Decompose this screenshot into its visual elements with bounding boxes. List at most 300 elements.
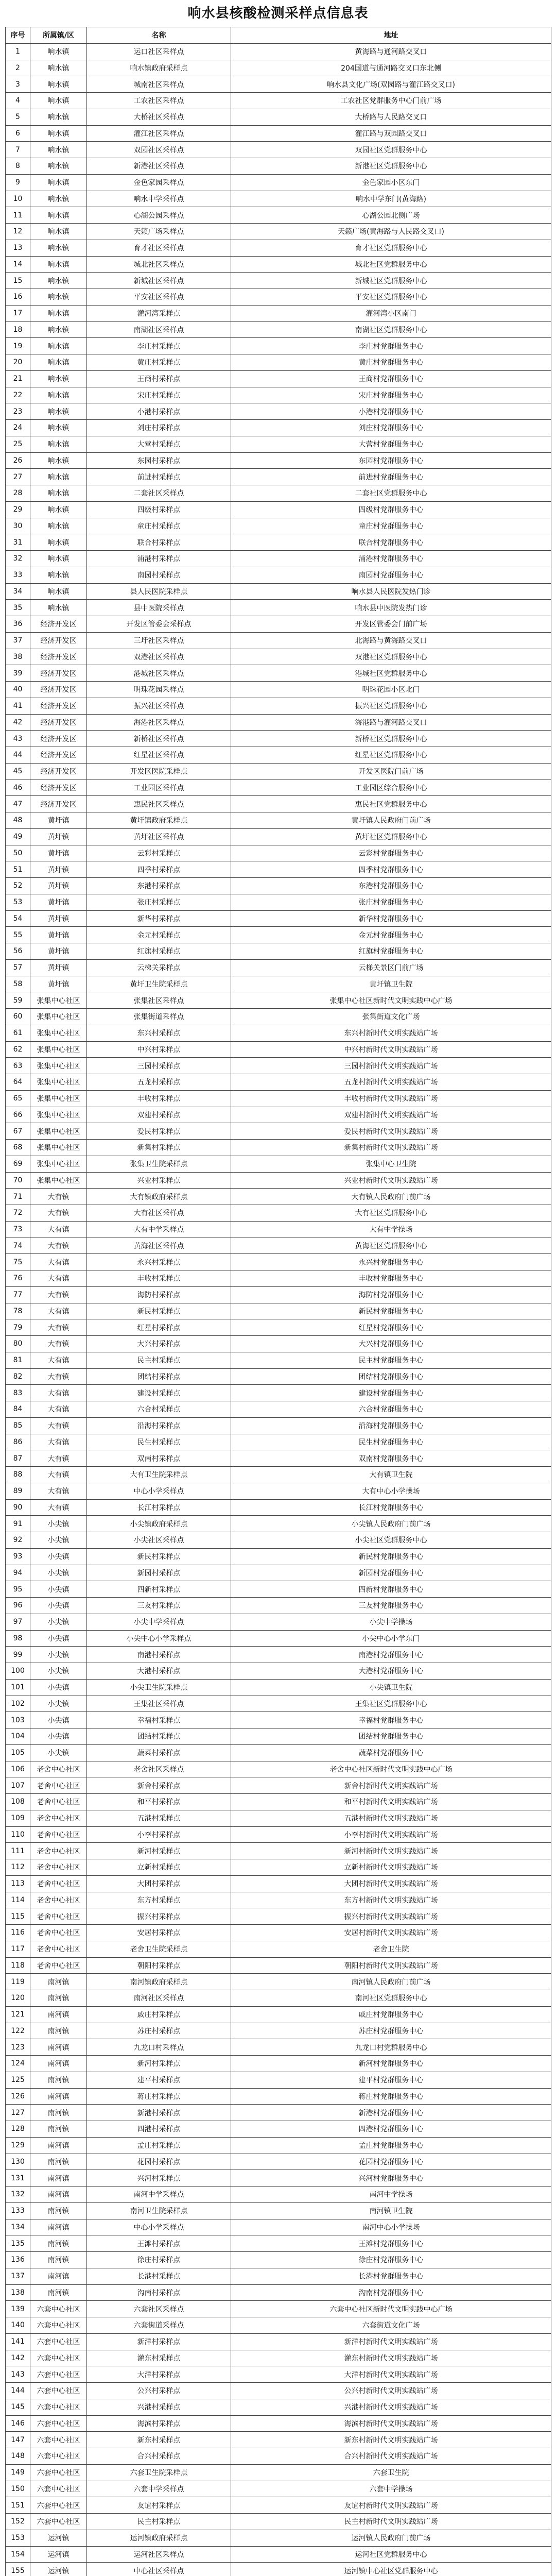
cell-site-name: 天籁广场采样点	[87, 224, 231, 240]
table-row	[6, 1761, 551, 1778]
cell-town: 响水镇	[30, 60, 87, 77]
cell-index: 93	[6, 1549, 30, 1565]
cell-town: 响水镇	[30, 420, 87, 436]
cell-address: 大有中学操场	[231, 1222, 551, 1238]
table-row	[6, 764, 551, 780]
cell-town: 张集中心社区	[30, 1123, 87, 1140]
table-row	[6, 1173, 551, 1189]
cell-town: 小尖镇	[30, 1549, 87, 1565]
cell-site-name: 新河村采样点	[87, 2056, 231, 2072]
cell-site-name: 王集社区采样点	[87, 1696, 231, 1713]
table-row	[6, 2072, 551, 2089]
cell-town: 黄圩镇	[30, 943, 87, 960]
cell-address: 丰收村新时代文明实践站广场	[231, 1091, 551, 1107]
cell-site-name: 蔬菜村采样点	[87, 1745, 231, 1761]
table-row	[6, 1631, 551, 1647]
cell-address: 小尖镇卫生院	[231, 1680, 551, 1696]
cell-address: 振兴村新时代文明实践站广场	[231, 1908, 551, 1925]
table-row	[6, 1303, 551, 1320]
cell-town: 大有镇	[30, 1303, 87, 1320]
cell-address: 东方村新时代文明实践站广场	[231, 1892, 551, 1909]
cell-index: 8	[6, 158, 30, 175]
table-row	[6, 960, 551, 976]
cell-index: 107	[6, 1777, 30, 1794]
cell-address: 老舍卫生院	[231, 1941, 551, 1958]
header-site-name: 名称	[87, 27, 231, 44]
cell-address: 新河村新时代文明实践站广场	[231, 1843, 551, 1859]
cell-index: 55	[6, 927, 30, 943]
cell-index: 52	[6, 878, 30, 894]
table-row	[6, 584, 551, 600]
cell-address: 六套中学操场	[231, 2481, 551, 2498]
cell-town: 六套中心社区	[30, 2481, 87, 2498]
table-row	[6, 338, 551, 354]
cell-index: 13	[6, 240, 30, 257]
cell-index: 88	[6, 1467, 30, 1483]
cell-index: 23	[6, 403, 30, 420]
cell-town: 响水镇	[30, 158, 87, 175]
cell-site-name: 兴港村采样点	[87, 2399, 231, 2416]
cell-address: 响水县人民医院发热门诊	[231, 584, 551, 600]
table-row	[6, 126, 551, 142]
table-row	[6, 861, 551, 878]
cell-town: 南河镇	[30, 2121, 87, 2138]
cell-site-name: 王滩村采样点	[87, 2235, 231, 2252]
cell-index: 43	[6, 731, 30, 747]
table-row	[6, 453, 551, 469]
cell-site-name: 四新村采样点	[87, 1581, 231, 1598]
cell-address: 新城社区党群服务中心	[231, 273, 551, 289]
cell-address: 四级村党群服务中心	[231, 502, 551, 518]
cell-site-name: 安居村采样点	[87, 1925, 231, 1941]
table-row	[6, 1794, 551, 1810]
cell-town: 响水镇	[30, 44, 87, 60]
cell-town: 六套中心社区	[30, 2334, 87, 2350]
cell-index: 120	[6, 1990, 30, 2007]
cell-town: 六套中心社区	[30, 2301, 87, 2317]
cell-index: 97	[6, 1614, 30, 1631]
cell-index: 2	[6, 60, 30, 77]
table-row	[6, 2268, 551, 2285]
table-row	[6, 273, 551, 289]
cell-index: 59	[6, 992, 30, 1009]
cell-site-name: 运口社区采样点	[87, 44, 231, 60]
cell-site-name: 合兴村采样点	[87, 2448, 231, 2465]
cell-town: 大有镇	[30, 1254, 87, 1270]
cell-address: 平安社区党群服务中心	[231, 289, 551, 306]
cell-index: 98	[6, 1631, 30, 1647]
cell-site-name: 南河中学采样点	[87, 2187, 231, 2203]
table-row	[6, 2121, 551, 2138]
cell-index: 71	[6, 1189, 30, 1205]
cell-index: 46	[6, 780, 30, 796]
cell-index: 67	[6, 1123, 30, 1140]
cell-town: 六套中心社区	[30, 2350, 87, 2367]
cell-town: 南河镇	[30, 2089, 87, 2105]
cell-address: 响水中学东门(黄海路)	[231, 191, 551, 208]
cell-town: 老舍中心社区	[30, 1876, 87, 1892]
cell-index: 40	[6, 682, 30, 698]
cell-site-name: 灌河湾采样点	[87, 306, 231, 322]
cell-site-name: 五港村采样点	[87, 1810, 231, 1827]
cell-address: 东港村党群服务中心	[231, 878, 551, 894]
cell-index: 105	[6, 1745, 30, 1761]
cell-address: 三友村党群服务中心	[231, 1598, 551, 1614]
table-row	[6, 698, 551, 715]
table-row	[6, 371, 551, 387]
cell-site-name: 长港村采样点	[87, 2268, 231, 2285]
table-row	[6, 158, 551, 175]
cell-address: 新集村新时代文明实践站广场	[231, 1140, 551, 1156]
cell-index: 84	[6, 1401, 30, 1418]
cell-site-name: 永兴村采样点	[87, 1254, 231, 1270]
cell-address: 响水县中医院发热门诊	[231, 600, 551, 616]
cell-index: 18	[6, 322, 30, 338]
cell-index: 66	[6, 1107, 30, 1124]
table-row	[6, 2334, 551, 2350]
cell-index: 153	[6, 2530, 30, 2547]
cell-site-name: 三园村采样点	[87, 1058, 231, 1074]
cell-site-name: 工业园区采样点	[87, 780, 231, 796]
table-row	[6, 1859, 551, 1876]
table-row	[6, 289, 551, 306]
table-row	[6, 1025, 551, 1042]
cell-site-name: 金元村采样点	[87, 927, 231, 943]
cell-address: 刘庄村党群服务中心	[231, 420, 551, 436]
cell-town: 南河镇	[30, 2203, 87, 2219]
cell-town: 南河镇	[30, 2007, 87, 2023]
cell-town: 六套中心社区	[30, 2448, 87, 2465]
cell-address: 大营村党群服务中心	[231, 436, 551, 453]
cell-town: 响水镇	[30, 403, 87, 420]
cell-index: 150	[6, 2481, 30, 2498]
cell-index: 12	[6, 224, 30, 240]
table-row	[6, 354, 551, 371]
cell-index: 112	[6, 1859, 30, 1876]
cell-town: 小尖镇	[30, 1631, 87, 1647]
cell-index: 57	[6, 960, 30, 976]
cell-site-name: 南湖社区采样点	[87, 322, 231, 338]
cell-town: 黄圩镇	[30, 911, 87, 927]
cell-site-name: 沟南村采样点	[87, 2285, 231, 2301]
cell-index: 27	[6, 469, 30, 485]
cell-town: 响水镇	[30, 191, 87, 208]
cell-index: 32	[6, 551, 30, 567]
cell-site-name: 民主村采样点	[87, 2514, 231, 2530]
cell-index: 19	[6, 338, 30, 354]
cell-index: 79	[6, 1319, 30, 1336]
cell-address: 双园社区党群服务中心	[231, 142, 551, 158]
cell-address: 新舍村新时代文明实践站广场	[231, 1777, 551, 1794]
cell-address: 小尖中学操场	[231, 1614, 551, 1631]
cell-site-name: 大兴村采样点	[87, 1336, 231, 1352]
cell-address: 育才社区党群服务中心	[231, 240, 551, 257]
cell-address: 苏庄村党群服务中心	[231, 2023, 551, 2040]
table-row	[6, 1958, 551, 1974]
cell-address: 蔬菜村党群服务中心	[231, 1745, 551, 1761]
cell-address: 双港社区党群服务中心	[231, 649, 551, 666]
cell-index: 62	[6, 1042, 30, 1058]
cell-town: 六套中心社区	[30, 2465, 87, 2481]
cell-address: 新河村党群服务中心	[231, 2056, 551, 2072]
cell-site-name: 工农社区采样点	[87, 93, 231, 109]
cell-town: 老舍中心社区	[30, 1859, 87, 1876]
cell-index: 20	[6, 354, 30, 371]
cell-index: 24	[6, 420, 30, 436]
cell-address: 徐庄村党群服务中心	[231, 2252, 551, 2268]
cell-address: 灌河湾小区南门	[231, 306, 551, 322]
table-row	[6, 1156, 551, 1173]
cell-index: 54	[6, 911, 30, 927]
cell-town: 六套中心社区	[30, 2416, 87, 2432]
cell-site-name: 大有卫生院采样点	[87, 1467, 231, 1483]
cell-site-name: 中心小学采样点	[87, 1483, 231, 1500]
cell-index: 29	[6, 502, 30, 518]
cell-town: 大有镇	[30, 1319, 87, 1336]
cell-town: 经济开发区	[30, 698, 87, 715]
cell-town: 经济开发区	[30, 764, 87, 780]
cell-town: 响水镇	[30, 453, 87, 469]
cell-address: 建平村党群服务中心	[231, 2072, 551, 2089]
cell-address: 王商村党群服务中心	[231, 371, 551, 387]
cell-index: 37	[6, 633, 30, 649]
cell-address: 六套街道文化广场	[231, 2317, 551, 2334]
cell-site-name: 县人民医院采样点	[87, 584, 231, 600]
cell-address: 灌江路与双园路交叉口	[231, 126, 551, 142]
cell-index: 149	[6, 2465, 30, 2481]
cell-town: 小尖镇	[30, 1663, 87, 1680]
cell-site-name: 小尖社区采样点	[87, 1532, 231, 1549]
cell-index: 110	[6, 1827, 30, 1843]
table-row	[6, 1205, 551, 1222]
cell-address: 南园村党群服务中心	[231, 567, 551, 584]
table-row	[6, 2105, 551, 2121]
cell-site-name: 海防村采样点	[87, 1287, 231, 1303]
table-row	[6, 2039, 551, 2056]
cell-address: 黄圩镇人民政府门前广场	[231, 812, 551, 829]
table-row	[6, 1614, 551, 1631]
cell-index: 51	[6, 861, 30, 878]
cell-site-name: 明珠花园采样点	[87, 682, 231, 698]
cell-index: 68	[6, 1140, 30, 1156]
cell-town: 大有镇	[30, 1238, 87, 1255]
cell-site-name: 四季村采样点	[87, 861, 231, 878]
cell-town: 南河镇	[30, 2187, 87, 2203]
cell-town: 小尖镇	[30, 1598, 87, 1614]
cell-town: 响水镇	[30, 109, 87, 126]
table-row	[6, 1385, 551, 1401]
table-row	[6, 93, 551, 109]
cell-index: 133	[6, 2203, 30, 2219]
cell-town: 张集中心社区	[30, 1156, 87, 1173]
cell-index: 151	[6, 2497, 30, 2514]
cell-site-name: 南园村采样点	[87, 567, 231, 584]
cell-town: 六套中心社区	[30, 2317, 87, 2334]
table-row	[6, 1516, 551, 1532]
cell-index: 25	[6, 436, 30, 453]
cell-site-name: 县中医院采样点	[87, 600, 231, 616]
cell-index: 127	[6, 2105, 30, 2121]
cell-town: 大有镇	[30, 1401, 87, 1418]
cell-site-name: 新华村采样点	[87, 911, 231, 927]
cell-town: 响水镇	[30, 485, 87, 502]
cell-address: 黄海路与通河路交叉口	[231, 44, 551, 60]
cell-index: 155	[6, 2563, 30, 2576]
cell-site-name: 响水中学采样点	[87, 191, 231, 208]
table-row	[6, 1058, 551, 1074]
cell-town: 老舍中心社区	[30, 1777, 87, 1794]
cell-town: 老舍中心社区	[30, 1941, 87, 1958]
cell-index: 56	[6, 943, 30, 960]
cell-site-name: 平安社区采样点	[87, 289, 231, 306]
cell-town: 老舍中心社区	[30, 1892, 87, 1909]
cell-site-name: 新园村采样点	[87, 1565, 231, 1582]
table-row	[6, 502, 551, 518]
table-row	[6, 1581, 551, 1598]
cell-address: 黄圩社区党群服务中心	[231, 829, 551, 845]
table-row	[6, 2317, 551, 2334]
cell-address: 民生村党群服务中心	[231, 1434, 551, 1451]
cell-site-name: 黄海社区采样点	[87, 1238, 231, 1255]
cell-index: 36	[6, 616, 30, 633]
cell-site-name: 兴业村采样点	[87, 1173, 231, 1189]
cell-town: 大有镇	[30, 1270, 87, 1287]
cell-address: 大桥路与人民路交叉口	[231, 109, 551, 126]
cell-address: 南河镇卫生院	[231, 2203, 551, 2219]
cell-site-name: 双园社区采样点	[87, 142, 231, 158]
cell-site-name: 双建村采样点	[87, 1107, 231, 1124]
cell-index: 15	[6, 273, 30, 289]
cell-index: 116	[6, 1925, 30, 1941]
table-row	[6, 420, 551, 436]
cell-town: 经济开发区	[30, 649, 87, 666]
table-row	[6, 665, 551, 682]
cell-address: 童庄村党群服务中心	[231, 518, 551, 535]
table-row	[6, 485, 551, 502]
cell-town: 小尖镇	[30, 1516, 87, 1532]
table-row	[6, 175, 551, 191]
cell-town: 响水镇	[30, 371, 87, 387]
cell-site-name: 蒋庄村采样点	[87, 2089, 231, 2105]
cell-town: 经济开发区	[30, 616, 87, 633]
cell-address: 双南村党群服务中心	[231, 1450, 551, 1467]
cell-site-name: 育才社区采样点	[87, 240, 231, 257]
table-row	[6, 240, 551, 257]
cell-index: 111	[6, 1843, 30, 1859]
cell-address: 响水县文化广场(双园路与灌江路交叉口)	[231, 76, 551, 93]
table-row	[6, 551, 551, 567]
cell-town: 南河镇	[30, 2285, 87, 2301]
table-row	[6, 142, 551, 158]
cell-site-name: 张集街道采样点	[87, 1009, 231, 1025]
cell-town: 小尖镇	[30, 1565, 87, 1582]
cell-town: 大有镇	[30, 1418, 87, 1434]
cell-index: 86	[6, 1434, 30, 1451]
table-row	[6, 878, 551, 894]
table-row	[6, 1369, 551, 1385]
cell-town: 张集中心社区	[30, 1042, 87, 1058]
cell-site-name: 黄圩社区采样点	[87, 829, 231, 845]
cell-town: 响水镇	[30, 257, 87, 273]
cell-index: 17	[6, 306, 30, 322]
cell-address: 黄圩镇卫生院	[231, 976, 551, 993]
cell-address: 王集社区党群服务中心	[231, 1696, 551, 1713]
table-row	[6, 1810, 551, 1827]
table-row	[6, 1712, 551, 1728]
cell-index: 6	[6, 126, 30, 142]
table-row	[6, 2465, 551, 2481]
cell-index: 129	[6, 2138, 30, 2154]
table-row	[6, 2530, 551, 2547]
cell-index: 122	[6, 2023, 30, 2040]
cell-address: 张集中心社区新时代文明实践中心广场	[231, 992, 551, 1009]
cell-site-name: 团结村采样点	[87, 1369, 231, 1385]
cell-address: 团结村党群服务中心	[231, 1369, 551, 1385]
cell-town: 经济开发区	[30, 633, 87, 649]
cell-index: 48	[6, 812, 30, 829]
cell-town: 老舍中心社区	[30, 1958, 87, 1974]
cell-site-name: 黄圩镇政府采样点	[87, 812, 231, 829]
header-address: 地址	[231, 27, 551, 44]
cell-index: 142	[6, 2350, 30, 2367]
cell-town: 黄圩镇	[30, 829, 87, 845]
table-row	[6, 1107, 551, 1124]
cell-site-name: 童庄村采样点	[87, 518, 231, 535]
cell-town: 响水镇	[30, 207, 87, 224]
cell-site-name: 新城社区采样点	[87, 273, 231, 289]
cell-site-name: 张集社区采样点	[87, 992, 231, 1009]
cell-address: 工农社区党群服务中心门前广场	[231, 93, 551, 109]
cell-site-name: 南港村采样点	[87, 1647, 231, 1663]
table-row	[6, 1319, 551, 1336]
table-row	[6, 1336, 551, 1352]
cell-site-name: 团结村采样点	[87, 1728, 231, 1745]
cell-address: 六套中心社区新时代文明实践中心广场	[231, 2301, 551, 2317]
cell-site-name: 红星社区采样点	[87, 747, 231, 764]
table-row	[6, 2399, 551, 2416]
cell-address: 振兴社区党群服务中心	[231, 698, 551, 715]
cell-address: 二套社区党群服务中心	[231, 485, 551, 502]
cell-index: 109	[6, 1810, 30, 1827]
cell-site-name: 红旗村采样点	[87, 943, 231, 960]
cell-address: 南河中心小学操场	[231, 2219, 551, 2236]
cell-town: 响水镇	[30, 338, 87, 354]
cell-site-name: 海滨村采样点	[87, 2416, 231, 2432]
cell-site-name: 新港社区采样点	[87, 158, 231, 175]
table-row	[6, 2481, 551, 2498]
table-row	[6, 796, 551, 812]
cell-site-name: 新民村采样点	[87, 1549, 231, 1565]
cell-site-name: 民主村采样点	[87, 1352, 231, 1369]
cell-town: 响水镇	[30, 518, 87, 535]
table-row	[6, 2187, 551, 2203]
cell-index: 16	[6, 289, 30, 306]
cell-town: 大有镇	[30, 1467, 87, 1483]
cell-address: 新洋村新时代文明实践站广场	[231, 2334, 551, 2350]
cell-town: 南河镇	[30, 2072, 87, 2089]
cell-town: 黄圩镇	[30, 812, 87, 829]
cell-index: 145	[6, 2399, 30, 2416]
cell-address: 兴港村新时代文明实践站广场	[231, 2399, 551, 2416]
table-row	[6, 894, 551, 911]
cell-site-name: 张集卫生院采样点	[87, 1156, 231, 1173]
cell-index: 14	[6, 257, 30, 273]
cell-address: 新东村新时代文明实践站广场	[231, 2432, 551, 2448]
cell-index: 117	[6, 1941, 30, 1958]
cell-index: 147	[6, 2432, 30, 2448]
cell-site-name: 惠民社区采样点	[87, 796, 231, 812]
cell-index: 106	[6, 1761, 30, 1778]
